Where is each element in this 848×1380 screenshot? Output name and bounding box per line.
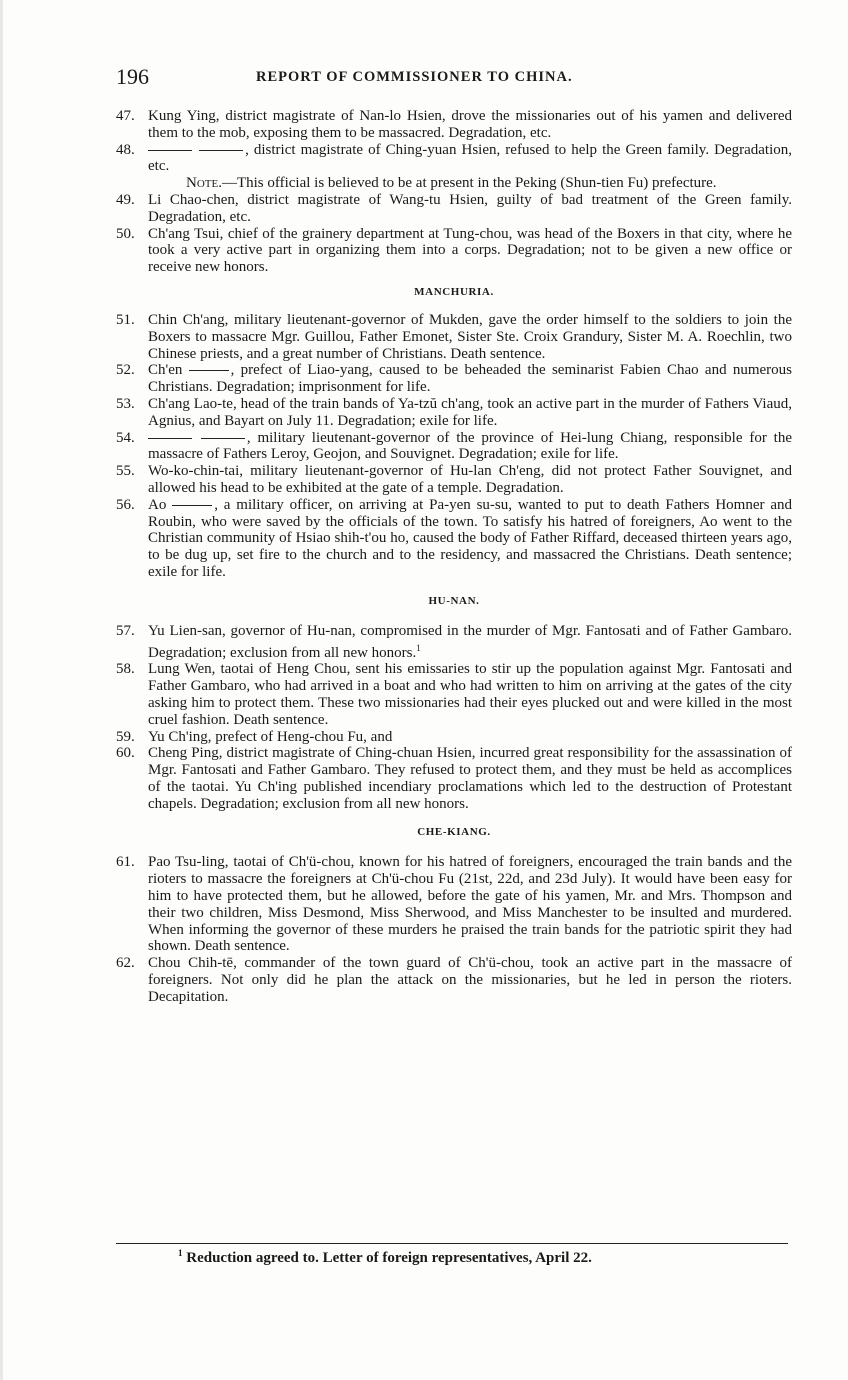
list-item [116,192,792,226]
entry-text: Ch'ang Tsui, chief of the grainery department at Tung-chou, was head of the Boxers in that city, where he took a very active part in organizing them into a corps. Degradation; not to be given a new office or receive new honors. [148,225,792,276]
list-item [116,108,792,142]
entry-name-prefix: Ch'en [148,362,183,379]
entry-number: 61. [116,854,135,871]
entry-number: 59. [116,728,135,745]
page-edge [0,0,3,1380]
entry-text: Yu Ch'ing, prefect of Heng-chou Fu, and [148,728,393,745]
section-heading-chekiang: CHE-KIANG. [417,826,491,839]
entry-text: Pao Tsu-ling, taotai of Ch'ü-chou, known for his hatred of foreigners, encouraged the train bands and the rioters to massacre the foreigners at Ch'ü-chou Fu (21st, 22d, and 23d July). It would have been easy for him to have protected them, but he allowed, before the gate of his yamen, Mr. and Mrs. Thompson and their two children, Miss Desmond, Miss Sherwood, and Miss Manchester to be insulted and murdered. When informing the governor of these murders he praised the train bands for the patriotic spirit they had shown. Death sentence. [148,854,792,955]
name-omitted-dash [172,505,212,506]
entry-number: 56. [116,496,135,513]
list-item [116,623,792,662]
list-item [116,745,792,812]
entry-text: Kung Ying, district magistrate of Nan-lo Hsien, drove the missionaries out of his yamen and delivered them to the mob, exposing them to be massacred. Degradation, etc. [148,108,792,141]
list-item [116,362,792,396]
entry-text: Chin Ch'ang, military lieutenant-governor of Mukden, gave the order himself to the soldiers to join the Boxers to massacre Mgr. Guillou, Father Emonet, Sister Ste. Croix Grandury, Sister M. A. Roechlin, two Chinese priests, and a great number of Christians. Death sentence. [148,311,792,362]
section-heading-hunan: HU-NAN. [428,594,480,607]
entry-number: 60. [116,745,135,762]
entry-number: 53. [116,395,135,412]
note-label: Note. [186,175,222,192]
footnote-ref: 1 [416,642,421,653]
entry-text: Chou Chih-tē, commander of the town guard of Ch'ü-chou, took an active part in the massacre of foreigners. Not only did he plan the attack on the missionaries, but he led in person the rioters. Decapitation. [148,955,792,1005]
entry-name-prefix: Ao [148,496,167,513]
entry-text: Li Chao-chen, district magistrate of Wang-tu Hsien, guilty of bad treatment of the Green family. Degradation, etc. [148,191,792,225]
running-head: REPORT OF COMMISSIONER TO CHINA. [256,69,573,85]
entry-text: Cheng Ping, district magistrate of Ching-chuan Hsien, incurred great responsibility for the assassination of Mgr. Fantosati and Father Gambaro. They refused to protect them, and they must be held as accomplices of the taotai. Yu Ch'ing published incendiary proclamations which led to the destruction of Protestant chapels. Degradation; exclusion from all new honors. [148,745,792,812]
page-number: 196 [116,64,149,89]
name-omitted-dash [199,150,243,151]
name-omitted-dash [189,370,229,371]
entry-text: Wo-ko-chin-tai, military lieutenant-governor of Hu-lan Ch'eng, did not protect Father Souvignet, and allowed his head to be exhibited at the gate of a temple. Degradation. [148,463,792,496]
list-item [116,396,792,430]
entry-number: 58. [116,661,135,678]
list-item [116,955,792,1005]
list-item [116,463,792,497]
list-item [116,312,792,362]
entry-text: Ch'ang Lao-te, head of the train bands of Ya-tzŭ ch'ang, took an active part in the murder of Fathers Viaud, Agnius, and Bayart on July 11. Degradation; exile for life. [148,395,792,429]
footnote-text: Reduction agreed to. Letter of foreign representatives, April 22. [186,1250,592,1266]
entry-number: 62. [116,955,135,972]
entry-number: 49. [116,191,135,208]
footnote-marker: 1 [178,1248,183,1258]
note-text: —This official is believed to be at present in the Peking (Shun-tien Fu) prefecture. [221,175,717,192]
entry-text: Yu Lien-san, governor of Hu-nan, compromised in the murder of Mgr. Fantosati and of Father Gambaro. Degradation; exclusion from all new honors. [148,622,792,661]
entry-text: , district magistrate of Ching-yuan Hsien, refused to help the Green family. Degradation, etc. [148,141,793,175]
entry-number: 50. [116,225,135,242]
list-item [116,661,792,728]
list-item [116,430,792,464]
entry-number: 47. [116,108,135,124]
list-item [116,729,792,746]
list-item [116,142,792,176]
name-omitted-dash [148,150,192,151]
name-omitted-dash [201,438,245,439]
entry-number: 52. [116,362,135,379]
entry-text: , prefect of Liao-yang, caused to be beheaded the seminarist Fabien Chao and numerous Christians. Degradation; imprisonment for life. [148,362,792,396]
name-omitted-dash [148,438,192,439]
entry-number: 55. [116,463,135,480]
footnote [178,1248,592,1267]
page-header [116,64,792,94]
entry-number: 51. [116,311,135,328]
footnote-rule [116,1243,788,1244]
page-body [116,108,792,1006]
section-heading-manchuria: MANCHURIA. [414,285,494,298]
list-item [116,854,792,955]
note [116,175,792,192]
entry-number: 48. [116,141,135,158]
list-item [116,497,792,581]
entry-number: 54. [116,429,135,446]
list-item [116,226,792,276]
entry-text: , a military officer, on arriving at Pa-yen su-su, wanted to put to death Fathers Homner and Roubin, who were saved by the officials of the town. To satisfy his hatred of foreigners, Ao went to the Christian community of Hsiao shih-t'ou ho, caused the body of Father Riffard, deceased thirteen years ago, to be dug up, set fire to the church and to the residency, and massacred the Christians. Death sentence; exile for life. [148,496,792,580]
entry-number: 57. [116,622,135,639]
entry-text: Lung Wen, taotai of Heng Chou, sent his emissaries to stir up the population against Mgr. Fantosati and Father Gambaro, who had arrived in a boat and who had written to him on arriving at the gates of the city asking him to protect them. These two missionaries had their eyes plucked out and were killed in the most cruel fashion. Death sentence. [148,661,792,728]
entry-text: , military lieutenant-governor of the province of Hei-lung Chiang, responsible for the massacre of Fathers Leroy, Geojon, and Souvignet. Degradation; exile for life. [148,429,793,463]
